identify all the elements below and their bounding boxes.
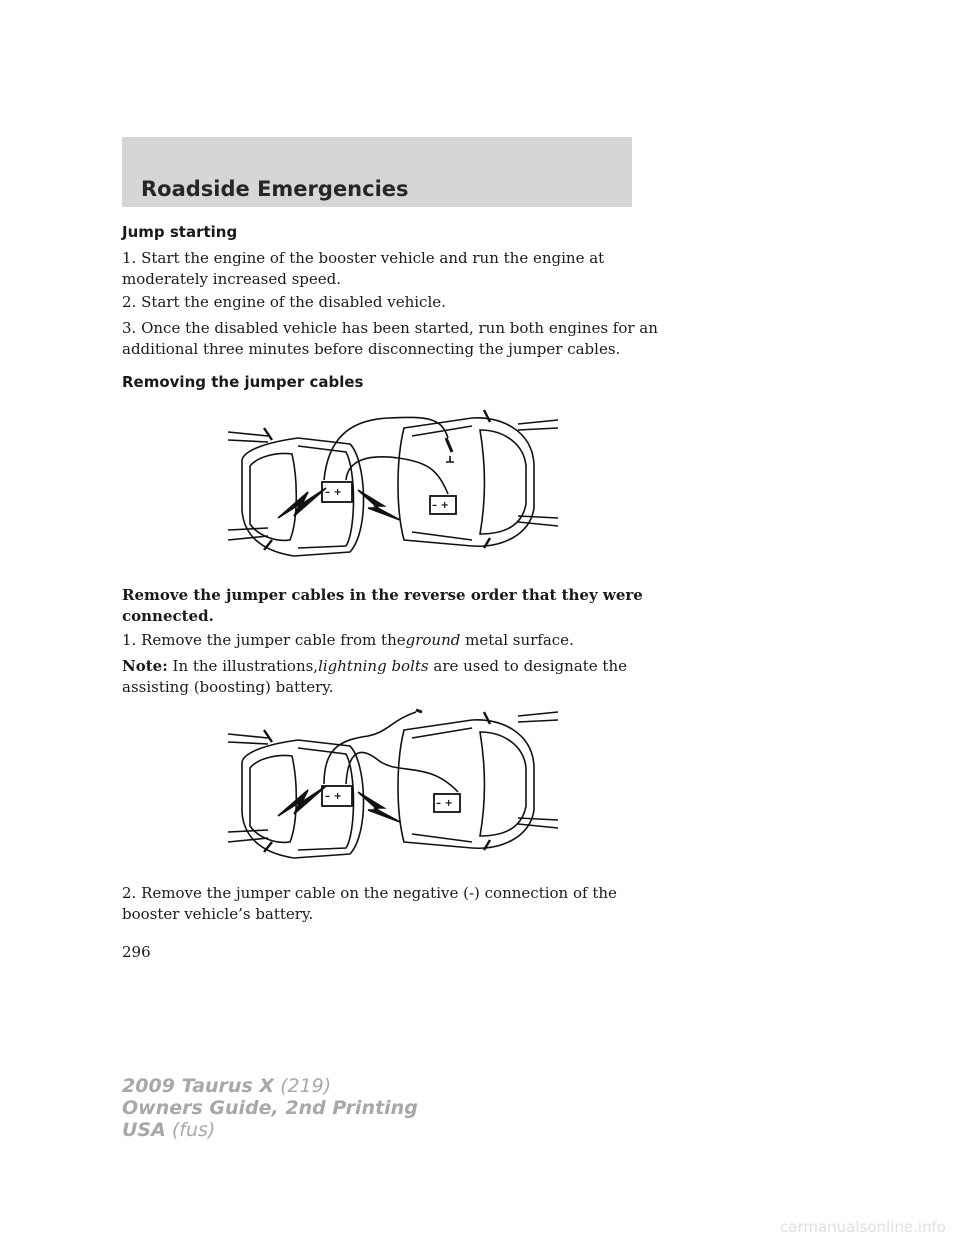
footer-guide: Owners Guide, 2nd Printing (122, 1097, 418, 1119)
lightning-note (122, 656, 662, 698)
note-label: Note: (122, 657, 168, 675)
jump-starting-heading: Jump starting (122, 223, 238, 241)
remove-step-2: 2. Remove the jumper cable on the negative (-) connection of the booster vehicle’s battery. (122, 884, 617, 923)
disabled-car-body-icon (398, 418, 534, 546)
footer-model-code: (219) (280, 1075, 332, 1097)
battery-terminals-label: – + (436, 798, 453, 809)
footer (122, 1075, 418, 1141)
reverse-order-note: Remove the jumper cables in the reverse order that they were connected. (122, 586, 643, 625)
footer-model: 2009 Taurus X (122, 1075, 275, 1097)
watermark: carmanualsonline.info (780, 1218, 946, 1236)
disabled-car-body-icon (398, 720, 534, 848)
section-header (122, 137, 632, 207)
lightning-bolt-icon (358, 490, 400, 520)
remove-step-1 (122, 630, 662, 651)
lightning-bolts-term: lightning bolts (318, 657, 429, 675)
battery-terminals-label: – + (325, 487, 342, 498)
battery-terminals-label: – + (325, 791, 342, 802)
jumper-cable-illustration-1 (228, 400, 558, 570)
battery-terminals-label: – + (432, 500, 449, 511)
lightning-bolt-icon (278, 786, 326, 816)
note-post: are used to designate the assisting (boosting) battery. (122, 657, 627, 696)
loose-clamp-icon (416, 710, 422, 712)
lightning-bolt-icon (278, 488, 326, 518)
jump-step-2: 2. Start the engine of the disabled vehicle. (122, 293, 446, 311)
footer-market: USA (122, 1119, 166, 1141)
note-pre: In the illustrations, (172, 657, 319, 675)
jumper-cable-illustration-2 (228, 700, 558, 870)
section-title: Roadside Emergencies (141, 177, 409, 201)
lightning-bolt-icon (358, 792, 400, 822)
ground-clamp-icon (446, 438, 452, 452)
jump-step-3: 3. Once the disabled vehicle has been started, run both engines for an additional three minutes before disconnecting the jumper cables. (122, 319, 658, 358)
ground-term: ground (405, 631, 461, 649)
page-number: 296 (122, 943, 151, 961)
jump-step-1: 1. Start the engine of the booster vehicle and run the engine at moderately increased speed. (122, 249, 605, 288)
remove-step-1-post: metal surface. (465, 631, 574, 649)
remove-step-1-pre: 1. Remove the jumper cable from the (122, 631, 406, 649)
footer-market-code: (fus) (171, 1119, 216, 1141)
removing-heading: Removing the jumper cables (122, 373, 364, 391)
